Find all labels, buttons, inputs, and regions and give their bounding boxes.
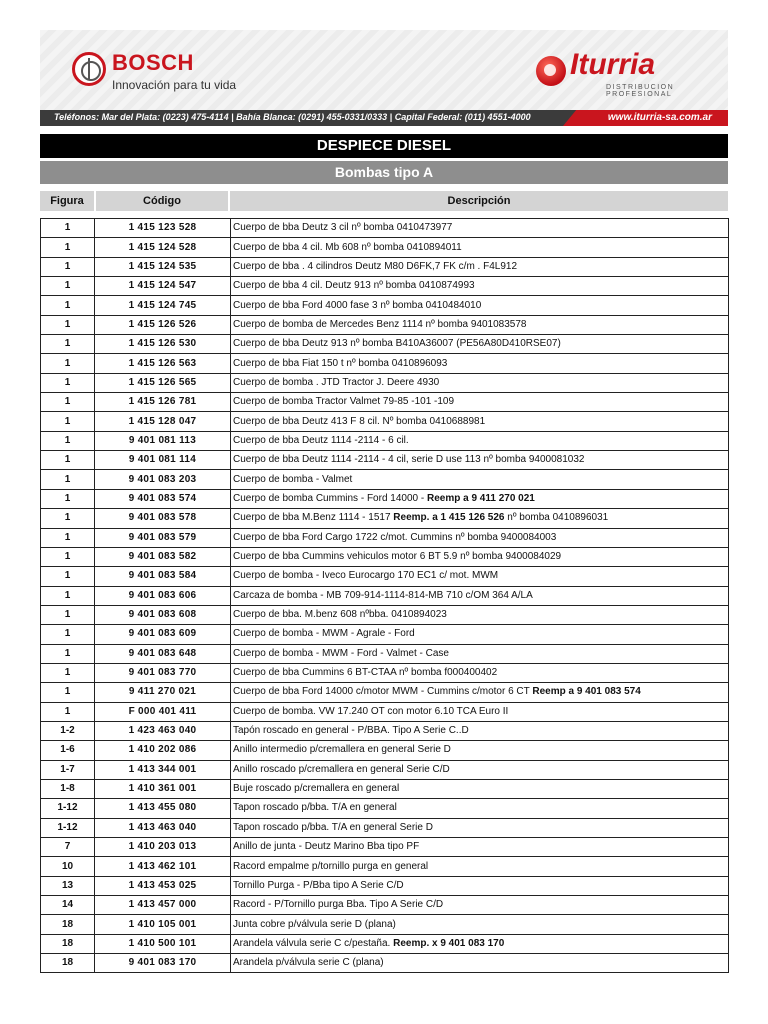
table-row	[41, 567, 729, 586]
cell-figura: 1-8	[41, 779, 95, 798]
description-text: Cuerpo de bba Cummins 6 BT-CTAA nº bomba f000400402	[233, 667, 498, 679]
description-text: Cuerpo de bba Cummins vehiculos motor 6 BT 5.9 nº bomba 9400084029	[233, 551, 562, 563]
description-text: Buje roscado p/cremallera en general	[233, 783, 400, 795]
description-text: Cuerpo de bba Deutz 1114 -2114 - 4 cil, serie D use 113 nº bomba 9400081032	[233, 454, 585, 466]
cell-codigo: 1 413 344 001	[95, 760, 231, 779]
cell-descripcion	[231, 296, 729, 315]
cell-figura: 1	[41, 547, 95, 566]
cell-figura: 1	[41, 335, 95, 354]
iturria-logo-icon	[536, 56, 566, 86]
cell-figura: 1	[41, 393, 95, 412]
cell-codigo: 9 401 083 574	[95, 489, 231, 508]
description-text: Tapón roscado en general - P/BBA. Tipo A Serie C..D	[233, 725, 469, 737]
cell-figura: 18	[41, 954, 95, 973]
description-text: Cuerpo de bba Deutz 3 cil nº bomba 0410473977	[233, 222, 453, 234]
cell-descripcion	[231, 451, 729, 470]
cell-figura: 1	[41, 296, 95, 315]
description-text: Cuerpo de bomba - Valmet	[233, 473, 353, 485]
cell-figura: 13	[41, 876, 95, 895]
description-text: Cuerpo de bomba - MWM - Ford - Valmet - Case	[233, 647, 449, 659]
description-text: Racord empalme p/tornillo purga en general	[233, 860, 429, 872]
cell-figura: 1-7	[41, 760, 95, 779]
table-row	[41, 702, 729, 721]
column-header-descripcion: Descripción	[230, 191, 728, 211]
cell-descripcion	[231, 644, 729, 663]
cell-codigo: 9 401 081 114	[95, 451, 231, 470]
cell-figura: 1	[41, 238, 95, 257]
table-row	[41, 412, 729, 431]
cell-descripcion	[231, 547, 729, 566]
cell-figura: 1-12	[41, 818, 95, 837]
cell-codigo: 1 410 500 101	[95, 934, 231, 953]
cell-figura: 1	[41, 625, 95, 644]
cell-codigo: 1 415 124 528	[95, 238, 231, 257]
cell-codigo: 9 401 083 609	[95, 625, 231, 644]
website-link[interactable]: www.iturria-sa.com.ar	[607, 112, 712, 123]
description-text: Anillo roscado p/cremallera en general Serie C/D	[233, 763, 450, 775]
description-text: Tapon roscado p/bba. T/A en general	[233, 802, 397, 814]
cell-descripcion	[231, 954, 729, 973]
cell-descripcion	[231, 896, 729, 915]
table-row	[41, 277, 729, 296]
cell-codigo: 1 415 123 528	[95, 219, 231, 238]
cell-codigo: 1 415 126 530	[95, 335, 231, 354]
table-row	[41, 315, 729, 334]
cell-descripcion	[231, 373, 729, 392]
table-row	[41, 257, 729, 276]
table-row	[41, 818, 729, 837]
description-text: Cuerpo de bba Ford Cargo 1722 c/mot. Cummins nº bomba 9400084003	[233, 531, 557, 543]
page-header	[40, 30, 728, 110]
cell-codigo: 1 415 124 535	[95, 257, 231, 276]
cell-codigo: 9 401 083 582	[95, 547, 231, 566]
description-text: Arandela p/válvula serie C (plana)	[233, 957, 384, 969]
page-title: DESPIECE DIESEL	[40, 134, 728, 158]
cell-descripcion	[231, 779, 729, 798]
table-row	[41, 779, 729, 798]
cell-codigo: 1 410 105 001	[95, 915, 231, 934]
cell-figura: 1	[41, 567, 95, 586]
description-text: Tornillo Purga - P/Bba tipo A Serie C/D	[233, 879, 404, 891]
cell-descripcion	[231, 915, 729, 934]
cell-descripcion	[231, 470, 729, 489]
column-header-codigo: Código	[96, 191, 228, 211]
cell-descripcion	[231, 741, 729, 760]
cell-codigo: 1 415 128 047	[95, 412, 231, 431]
cell-descripcion	[231, 876, 729, 895]
cell-descripcion	[231, 663, 729, 682]
cell-figura: 1	[41, 528, 95, 547]
cell-figura: 1	[41, 470, 95, 489]
table-row	[41, 876, 729, 895]
cell-figura: 1	[41, 663, 95, 682]
cell-codigo: 9 401 081 113	[95, 431, 231, 450]
cell-descripcion	[231, 431, 729, 450]
contact-phones: Teléfonos: Mar del Plata: (0223) 475-4114 | Bahía Blanca: (0291) 455-0331/0333 | Capital Federal: (011) 4551-4000	[54, 112, 531, 122]
description-text: Anillo intermedio p/cremallera en general Serie D	[233, 744, 451, 756]
cell-descripcion	[231, 625, 729, 644]
cell-figura: 10	[41, 857, 95, 876]
cell-codigo: 1 413 457 000	[95, 896, 231, 915]
cell-figura: 1-6	[41, 741, 95, 760]
cell-figura: 1	[41, 315, 95, 334]
cell-descripcion	[231, 335, 729, 354]
cell-descripcion	[231, 760, 729, 779]
cell-codigo: 9 401 083 578	[95, 509, 231, 528]
cell-figura: 1	[41, 683, 95, 702]
cell-descripcion	[231, 393, 729, 412]
cell-descripcion	[231, 528, 729, 547]
table-row	[41, 586, 729, 605]
cell-figura: 1-2	[41, 721, 95, 740]
description-text: Cuerpo de bomba Tractor Valmet 79-85 -101 -109	[233, 396, 455, 408]
cell-figura: 1-12	[41, 799, 95, 818]
cell-descripcion	[231, 509, 729, 528]
description-text: Cuerpo de bomba Cummins - Ford 14000 -	[233, 492, 427, 504]
cell-figura: 1	[41, 431, 95, 450]
cell-figura: 1	[41, 605, 95, 624]
cell-descripcion	[231, 818, 729, 837]
cell-descripcion	[231, 934, 729, 953]
cell-descripcion	[231, 838, 729, 857]
cell-descripcion	[231, 354, 729, 373]
parts-table-body	[41, 219, 729, 973]
cell-codigo: 9 401 083 608	[95, 605, 231, 624]
table-row	[41, 547, 729, 566]
description-text: Tapon roscado p/bba. T/A en general Serie D	[233, 821, 433, 833]
cell-codigo: 1 415 126 781	[95, 393, 231, 412]
cell-codigo: 1 413 462 101	[95, 857, 231, 876]
table-row	[41, 915, 729, 934]
description-text: Cuerpo de bba 4 cil. Mb 608 nº bomba 0410894011	[233, 241, 462, 253]
table-row	[41, 721, 729, 740]
column-header-figura: Figura	[40, 191, 94, 211]
table-row	[41, 683, 729, 702]
cell-figura: 1	[41, 489, 95, 508]
table-row	[41, 605, 729, 624]
table-row	[41, 838, 729, 857]
cell-descripcion	[231, 219, 729, 238]
cell-codigo: 1 410 202 086	[95, 741, 231, 760]
description-text: Cuerpo de bba M.Benz 1114 - 1517	[233, 512, 394, 524]
table-row	[41, 219, 729, 238]
description-text: Racord - P/Tornillo purga Bba. Tipo A Serie C/D	[233, 899, 444, 911]
table-row	[41, 760, 729, 779]
cell-figura: 1	[41, 219, 95, 238]
table-row	[41, 857, 729, 876]
description-text: Junta cobre p/válvula serie D (plana)	[233, 918, 396, 930]
table-row	[41, 896, 729, 915]
table-row	[41, 373, 729, 392]
cell-codigo: 1 410 203 013	[95, 838, 231, 857]
cell-figura: 14	[41, 896, 95, 915]
description-text: Cuerpo de bba Deutz 413 F 8 cil. Nº bomba 0410688981	[233, 415, 486, 427]
cell-descripcion	[231, 277, 729, 296]
description-text: Cuerpo de bba. M.benz 608 nºbba. 0410894023	[233, 609, 447, 621]
table-row	[41, 354, 729, 373]
cell-descripcion	[231, 257, 729, 276]
contact-bar	[40, 110, 728, 126]
bosch-brand-name: BOSCH	[112, 50, 194, 75]
table-row	[41, 470, 729, 489]
description-text: Cuerpo de bomba . JTD Tractor J. Deere 4930	[233, 376, 440, 388]
description-text: Cuerpo de bomba. VW 17.240 OT con motor 6.10 TCA Euro II	[233, 705, 509, 717]
cell-codigo: 9 401 083 584	[95, 567, 231, 586]
cell-codigo: 9 411 270 021	[95, 683, 231, 702]
cell-codigo: 1 423 463 040	[95, 721, 231, 740]
table-row	[41, 663, 729, 682]
description-text: Cuerpo de bba Deutz 1114 -2114 - 6 cil.	[233, 434, 409, 446]
cell-codigo: 1 413 455 080	[95, 799, 231, 818]
table-row	[41, 799, 729, 818]
cell-figura: 1	[41, 354, 95, 373]
cell-figura: 18	[41, 934, 95, 953]
replacement-note: Reemp. a 1 415 126 526	[393, 512, 505, 524]
description-text: Cuerpo de bba Ford 4000 fase 3 nº bomba 0410484010	[233, 299, 482, 311]
cell-codigo: 9 401 083 770	[95, 663, 231, 682]
cell-figura: 1	[41, 257, 95, 276]
replacement-note: Reemp a 9 401 083 574	[532, 686, 641, 698]
description-text: Carcaza de bomba - MB 709-914-1114-814-MB 710 c/OM 364 A/LA	[233, 589, 533, 601]
description-text: Cuerpo de bomba - Iveco Eurocargo 170 EC1 c/ mot. MWM	[233, 570, 499, 582]
cell-descripcion	[231, 315, 729, 334]
cell-descripcion	[231, 857, 729, 876]
cell-descripcion	[231, 412, 729, 431]
table-row	[41, 238, 729, 257]
cell-codigo: 9 401 083 648	[95, 644, 231, 663]
table-row	[41, 509, 729, 528]
page-subtitle: Bombas tipo A	[40, 161, 728, 184]
cell-codigo: 1 415 124 745	[95, 296, 231, 315]
description-text: Cuerpo de bba Deutz 913 nº bomba B410A36007 (PE56A80D410RSE07)	[233, 338, 561, 350]
cell-descripcion	[231, 683, 729, 702]
table-row	[41, 393, 729, 412]
table-row	[41, 644, 729, 663]
cell-codigo: F 000 401 411	[95, 702, 231, 721]
cell-figura: 18	[41, 915, 95, 934]
cell-descripcion	[231, 586, 729, 605]
table-row	[41, 335, 729, 354]
description-text: Cuerpo de bomba de Mercedes Benz 1114 nº bomba 9401083578	[233, 318, 527, 330]
cell-codigo: 1 415 124 547	[95, 277, 231, 296]
cell-codigo: 1 415 126 526	[95, 315, 231, 334]
cell-figura: 1	[41, 373, 95, 392]
cell-descripcion	[231, 238, 729, 257]
description-text: Cuerpo de bba Ford 14000 c/motor MWM - Cummins c/motor 6 CT	[233, 686, 533, 698]
cell-descripcion	[231, 489, 729, 508]
description-text: Cuerpo de bba . 4 cilindros Deutz M80 D6FK,7 FK c/m . F4L912	[233, 260, 518, 272]
cell-figura: 1	[41, 412, 95, 431]
cell-figura: 1	[41, 451, 95, 470]
description-text: Cuerpo de bba Fiat 150 t nº bomba 0410896093	[233, 357, 448, 369]
cell-codigo: 1 413 453 025	[95, 876, 231, 895]
cell-codigo: 1 415 126 565	[95, 373, 231, 392]
table-row	[41, 934, 729, 953]
cell-figura: 1	[41, 586, 95, 605]
cell-codigo: 1 410 361 001	[95, 779, 231, 798]
bosch-tagline: Innovación para tu vida	[112, 78, 237, 92]
cell-descripcion	[231, 702, 729, 721]
description-text: Cuerpo de bomba - MWM - Agrale - Ford	[233, 628, 415, 640]
cell-codigo: 9 401 083 606	[95, 586, 231, 605]
table-row	[41, 954, 729, 973]
description-text-after: nº bomba 0410896031	[504, 512, 609, 524]
cell-descripcion	[231, 799, 729, 818]
table-row	[41, 451, 729, 470]
cell-descripcion	[231, 567, 729, 586]
bosch-logo-icon	[72, 52, 106, 86]
table-row	[41, 625, 729, 644]
cell-figura: 1	[41, 509, 95, 528]
iturria-brand-name: Iturria	[570, 48, 656, 81]
table-row	[41, 489, 729, 508]
cell-descripcion	[231, 605, 729, 624]
table-row	[41, 741, 729, 760]
replacement-note: Reemp. x 9 401 083 170	[393, 937, 505, 949]
description-text: Anillo de junta - Deutz Marino Bba tipo PF	[233, 841, 420, 853]
cell-codigo: 1 415 126 563	[95, 354, 231, 373]
table-row	[41, 296, 729, 315]
cell-figura: 1	[41, 644, 95, 663]
table-row	[41, 431, 729, 450]
description-text: Cuerpo de bba 4 cil. Deutz 913 nº bomba 0410874993	[233, 280, 475, 292]
cell-codigo: 9 401 083 203	[95, 470, 231, 489]
cell-figura: 1	[41, 277, 95, 296]
replacement-note: Reemp a 9 411 270 021	[426, 492, 535, 504]
description-text: Arandela válvula serie C c/pestaña.	[233, 937, 394, 949]
cell-descripcion	[231, 721, 729, 740]
iturria-tagline: DISTRIBUCION PROFESIONAL	[606, 84, 675, 98]
cell-figura: 7	[41, 838, 95, 857]
table-row	[41, 528, 729, 547]
cell-codigo: 1 413 463 040	[95, 818, 231, 837]
cell-codigo: 9 401 083 579	[95, 528, 231, 547]
cell-figura: 1	[41, 702, 95, 721]
cell-codigo: 9 401 083 170	[95, 954, 231, 973]
parts-table	[40, 218, 729, 973]
